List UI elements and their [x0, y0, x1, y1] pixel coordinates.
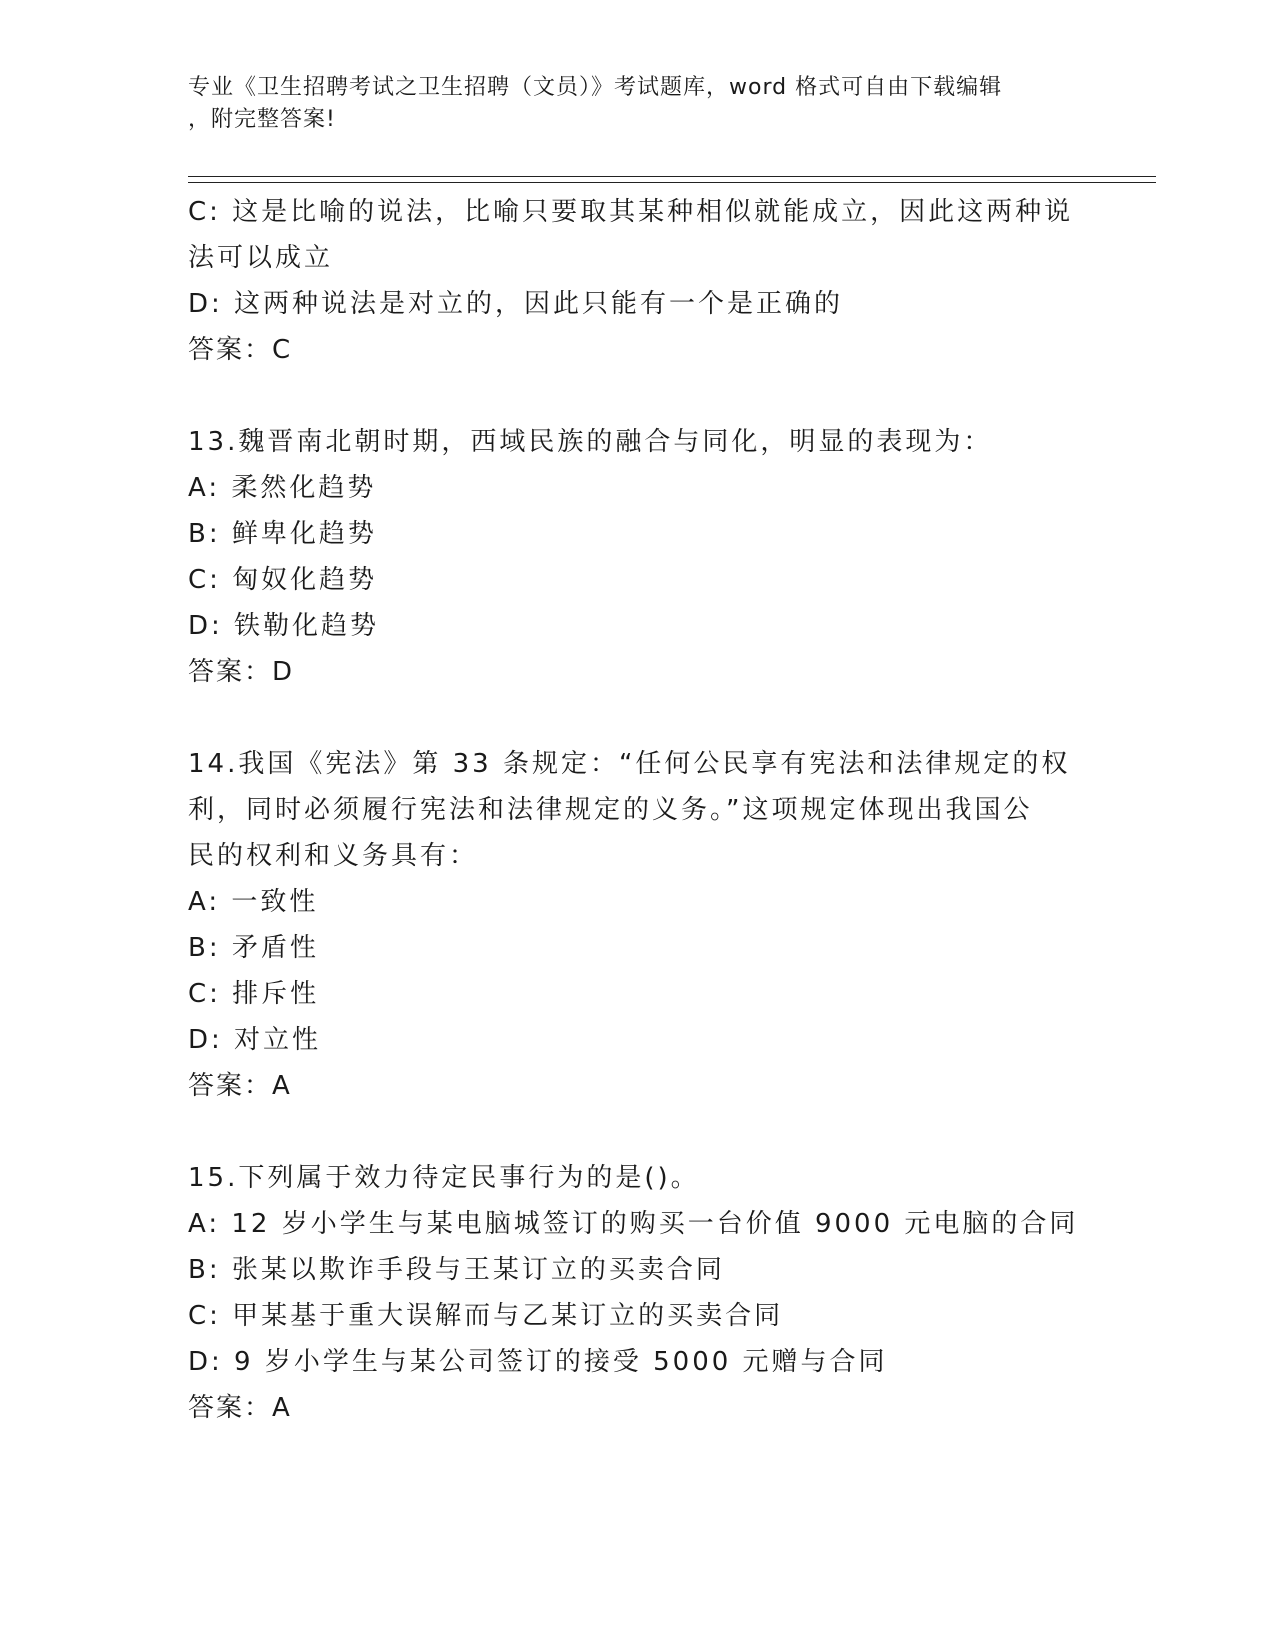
- question-13: [188, 419, 1088, 695]
- q13-option-c: C: 匈奴化趋势: [188, 565, 378, 595]
- q15-option-c: C: 甲某基于重大误解而与乙某订立的买卖合同: [188, 1301, 784, 1331]
- q15-answer: 答案：A: [188, 1393, 292, 1423]
- question-15: [188, 1155, 1088, 1431]
- q12-option-c-line-1: C: 这是比喻的说法，比喻只要取其某种相似就能成立，因此这两种说: [188, 197, 1074, 227]
- q14-question-line-1: 14.我国《宪法》第 33 条规定：“任何公民享有宪法和法律规定的权: [188, 749, 1071, 779]
- q15-option-b: B: 张某以欺诈手段与王某订立的买卖合同: [188, 1255, 725, 1285]
- q12-option-d: D: 这两种说法是对立的，因此只能有一个是正确的: [188, 289, 844, 319]
- q12-option-c-line-2: 法可以成立: [188, 243, 334, 273]
- q13-answer: 答案：D: [188, 657, 295, 687]
- q14-question-line-3: 民的权利和义务具有：: [188, 841, 479, 871]
- q13-option-a: A: 柔然化趋势: [188, 473, 377, 503]
- question-14: [188, 741, 1088, 1109]
- header-line-2: ，附完整答案!: [188, 107, 336, 132]
- q14-question-line-2: 利，同时必须履行宪法和法律规定的义务。”这项规定体现出我国公: [188, 795, 1033, 825]
- question-12-tail: [188, 189, 1088, 373]
- q14-answer: 答案：A: [188, 1071, 292, 1101]
- q12-answer: 答案：C: [188, 335, 293, 365]
- q14-option-c: C: 排斥性: [188, 979, 320, 1009]
- header-divider-top: [188, 176, 1156, 177]
- header-divider-bottom: [188, 182, 1156, 183]
- q13-question: 13.魏晋南北朝时期，西域民族的融合与同化，明显的表现为：: [188, 427, 993, 457]
- q14-option-b: B: 矛盾性: [188, 933, 319, 963]
- q15-option-a: A: 12 岁小学生与某电脑城签订的购买一台价值 9000 元电脑的合同: [188, 1209, 1079, 1239]
- q13-option-d: D: 铁勒化趋势: [188, 611, 380, 641]
- q14-option-a: A: 一致性: [188, 887, 319, 917]
- header-line-1: 专业《卫生招聘考试之卫生招聘（文员）》考试题库，word 格式可自由下载编辑: [188, 75, 1003, 100]
- spacer: [188, 695, 1088, 741]
- q13-option-b: B: 鲜卑化趋势: [188, 519, 377, 549]
- question-list: [188, 189, 1088, 1431]
- q14-option-d: D: 对立性: [188, 1025, 322, 1055]
- q15-option-d: D: 9 岁小学生与某公司签订的接受 5000 元赠与合同: [188, 1347, 888, 1377]
- document-header: [188, 72, 1068, 136]
- q15-question: 15.下列属于效力待定民事行为的是()。: [188, 1163, 700, 1193]
- spacer: [188, 373, 1088, 419]
- spacer: [188, 1109, 1088, 1155]
